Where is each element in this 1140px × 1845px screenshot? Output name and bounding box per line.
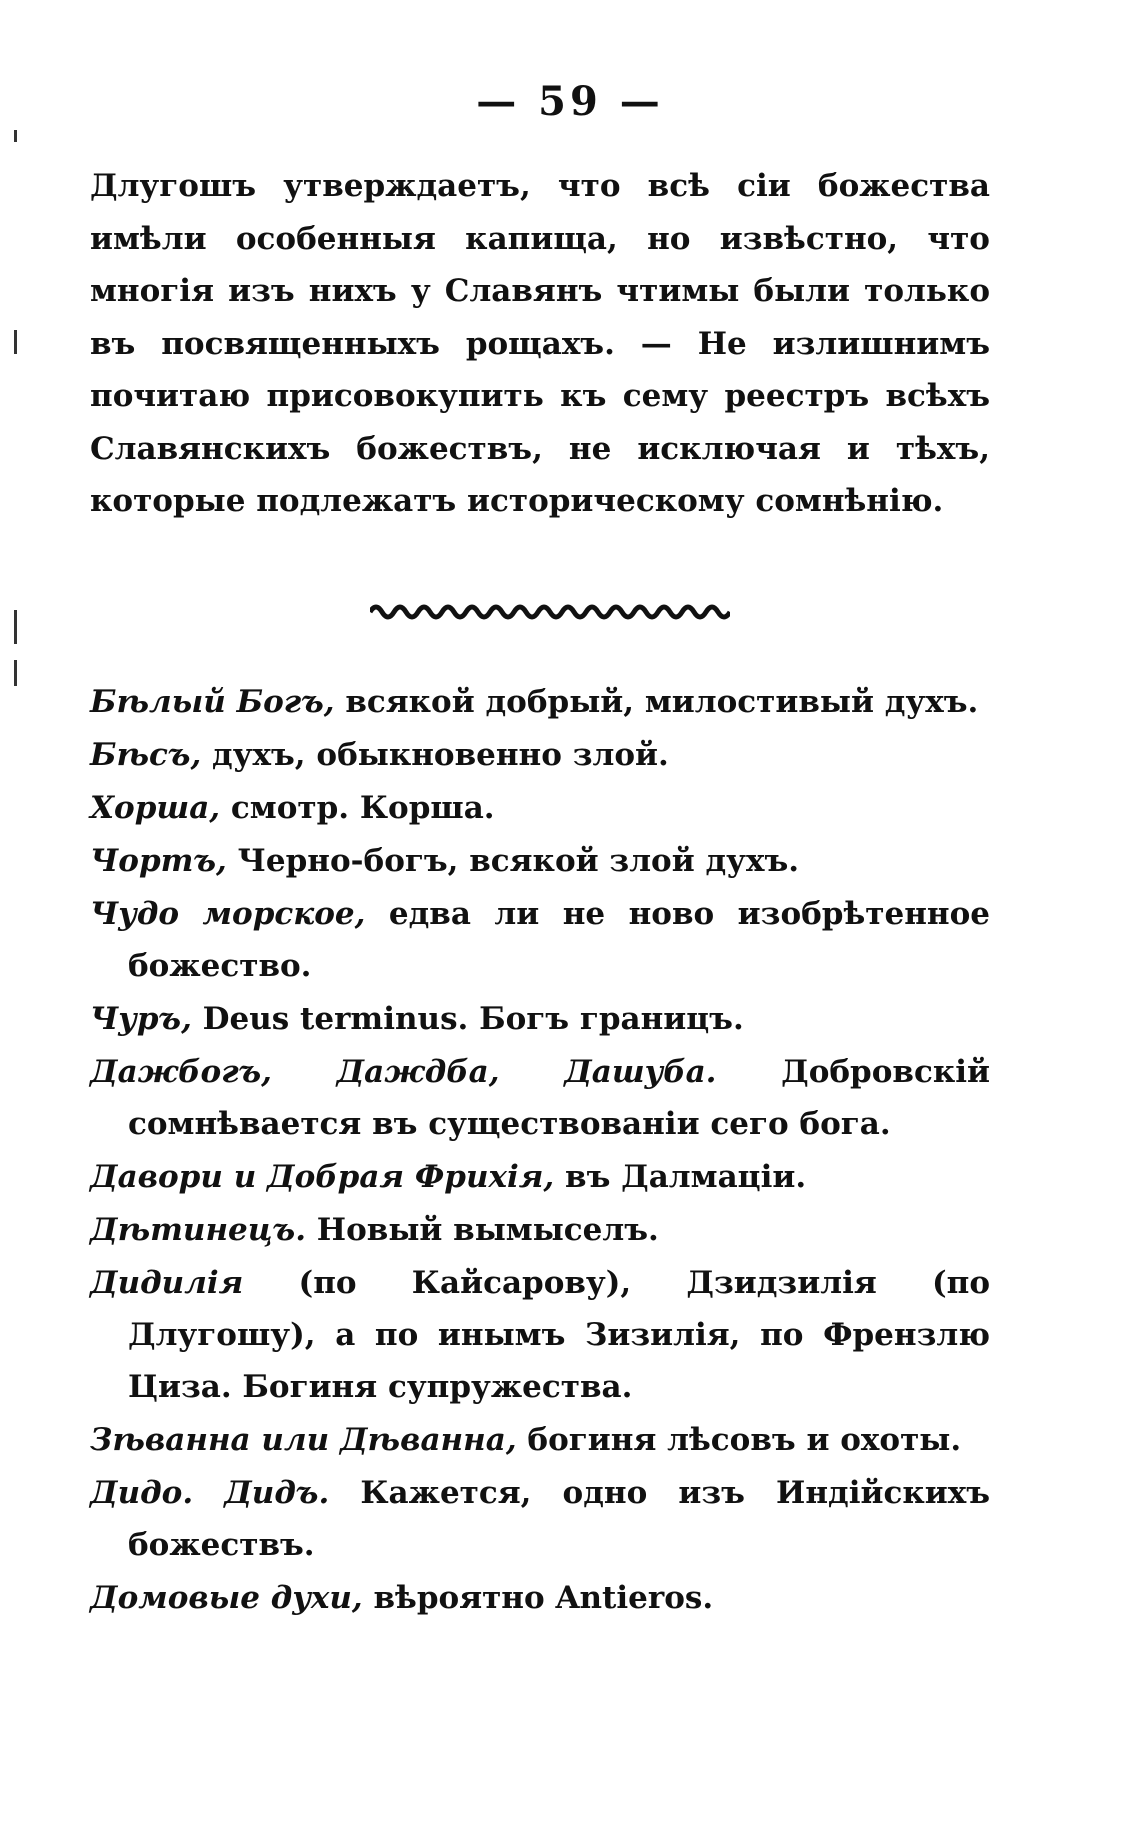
list-item <box>90 729 990 781</box>
page-number: — 59 — <box>476 78 664 125</box>
entry-term: Бѣлый Богъ, <box>90 684 335 720</box>
entry-term: Дидилія <box>90 1265 244 1301</box>
entry-text: Новый вымыселъ. <box>306 1212 659 1248</box>
entry-term: Чуръ, <box>90 1001 192 1037</box>
list-item <box>90 1414 990 1466</box>
list-item <box>90 1151 990 1203</box>
entry-term: Чортъ, <box>90 843 227 879</box>
list-item <box>90 1204 990 1256</box>
entry-term: Хорша, <box>90 790 221 826</box>
scan-edge-mark <box>14 330 17 354</box>
list-item <box>90 1572 990 1624</box>
list-item <box>90 993 990 1045</box>
entry-text: Кажется, одно изъ Индійскихъ божествъ. <box>128 1475 990 1563</box>
list-item <box>90 676 990 728</box>
entry-term: Зѣванна или Дѣванна, <box>90 1422 517 1458</box>
list-item <box>90 1467 990 1571</box>
entry-text: Черно-богъ, всякой злой духъ. <box>226 843 800 879</box>
entry-text: Добровскій сомнѣвается въ существованіи сего бога. <box>128 1054 990 1142</box>
entry-text: вѣроятно Antieros. <box>362 1580 714 1616</box>
entry-term: Чудо морское, <box>90 896 366 932</box>
scan-edge-mark <box>14 610 17 644</box>
entry-term: Дѣтинецъ. <box>90 1212 307 1248</box>
list-item <box>90 1046 990 1150</box>
scan-edge-mark <box>14 660 17 686</box>
list-item <box>90 888 990 992</box>
list-item <box>90 835 990 887</box>
entry-term: Дажбогъ, Даждба, Дашуба. <box>90 1054 717 1090</box>
entry-text: духъ, обыкновенно злой. <box>201 737 669 773</box>
entry-term: Дидо. Дидъ. <box>90 1475 330 1511</box>
entry-text: богиня лѣсовъ и охоты. <box>516 1422 962 1458</box>
ornamental-divider <box>370 600 730 624</box>
entry-text: смотр. Корша. <box>220 790 495 826</box>
scan-edge-mark <box>14 130 17 142</box>
entry-text: Deus terminus. Богъ границъ. <box>191 1001 744 1037</box>
deity-list <box>90 676 990 1625</box>
entry-term: Домовые духи, <box>90 1580 363 1616</box>
intro-paragraph: Длугошъ утверждаетъ, что всѣ сіи божества имѣли особенныя капища, но извѣстно, что многія изъ нихъ у Славянъ чтимы были только въ посвященныхъ рощахъ. — Не излишнимъ почитаю присовокупить къ сему реестръ всѣхъ Славянскихъ божествъ, не исключая и тѣхъ, которые подлежатъ историческому сомнѣнію. <box>90 168 990 519</box>
entry-term: Бѣсъ, <box>90 737 202 773</box>
entry-text: едва ли не ново изобрѣтенное божество. <box>128 896 990 984</box>
list-item <box>90 782 990 834</box>
entry-text: (по Кайсарову), Дзидзилія (по Длугошу), а по инымъ Зизилія, по Френзлю Циза. Богиня супружества. <box>128 1265 990 1405</box>
entry-text: въ Далмаціи. <box>554 1159 807 1195</box>
list-item <box>90 1257 990 1413</box>
entry-term: Давори и Добрая Фрихія, <box>90 1159 555 1195</box>
entry-text: всякой добрый, милостивый духъ. <box>334 684 979 720</box>
